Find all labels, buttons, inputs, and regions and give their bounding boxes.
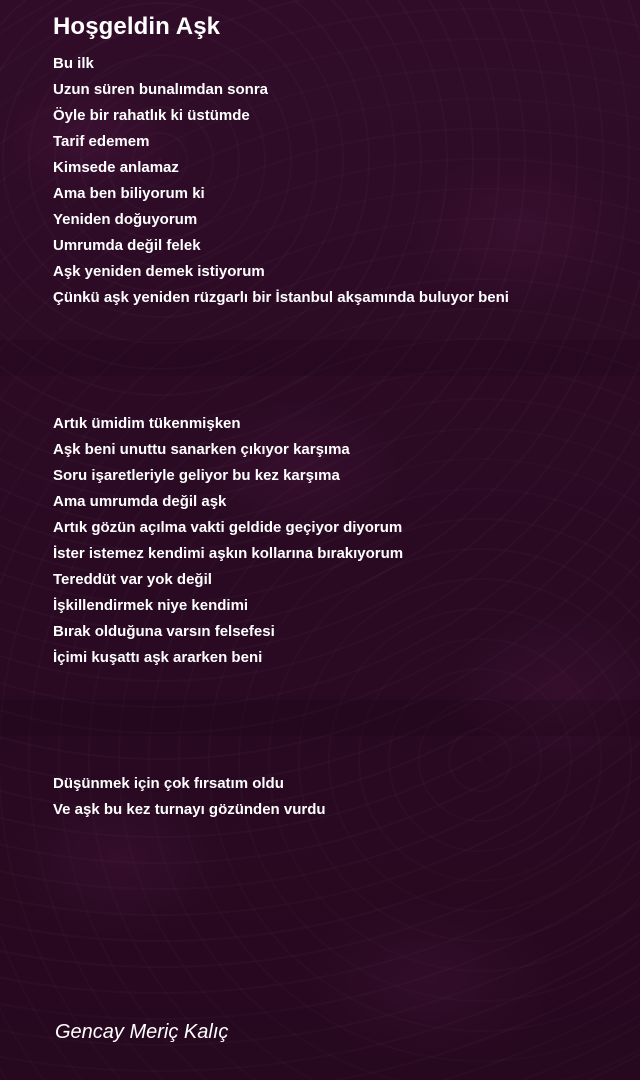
poem-line: İşkillendirmek niye kendimi	[53, 597, 249, 614]
stanza-3	[53, 771, 326, 823]
poem-line: Umrumda değil felek	[53, 237, 201, 254]
poem-author: Gencay Meriç Kalıç	[55, 1021, 229, 1043]
stanza-2	[53, 411, 403, 671]
poem-line: Ama ben biliyorum ki	[53, 185, 205, 202]
poem-line: Düşünmek için çok fırsatım oldu	[53, 775, 284, 792]
poem-line: Çünkü aşk yeniden rüzgarlı bir İstanbul akşamında buluyor beni	[53, 289, 509, 306]
background-band	[0, 340, 640, 376]
poem-line: Yeniden doğuyorum	[53, 211, 198, 228]
poem-line: Ama umrumda değil aşk	[53, 493, 227, 510]
poem-line: Bu ilk	[53, 55, 94, 72]
poem-line: Artık gözün açılma vakti geldide geçiyor diyorum	[53, 519, 403, 536]
poem-line: Bırak olduğuna varsın felsefesi	[53, 623, 275, 640]
poem-title: Hoşgeldin Aşk	[53, 13, 221, 40]
poem-line: Aşk yeniden demek istiyorum	[53, 263, 265, 280]
poem-line: Tereddüt var yok değil	[53, 571, 212, 588]
poem-line: İçimi kuşattı aşk ararken beni	[53, 649, 263, 666]
poem-line: Uzun süren bunalımdan sonra	[53, 81, 269, 98]
poem-line: Aşk beni unuttu sanarken çıkıyor karşıma	[53, 441, 350, 458]
poem-line: İster istemez kendimi aşkın kollarına bırakıyorum	[53, 545, 404, 562]
stanza-1	[53, 51, 509, 311]
poem-line: Tarif edemem	[53, 133, 150, 150]
poem-line: Ve aşk bu kez turnayı gözünden vurdu	[53, 801, 326, 818]
poem-line: Soru işaretleriyle geliyor bu kez karşıma	[53, 467, 340, 484]
poem-line: Öyle bir rahatlık ki üstümde	[53, 107, 250, 124]
poem-line: Kimsede anlamaz	[53, 159, 179, 176]
poem-line: Artık ümidim tükenmişken	[53, 415, 241, 432]
background-band	[0, 700, 640, 736]
